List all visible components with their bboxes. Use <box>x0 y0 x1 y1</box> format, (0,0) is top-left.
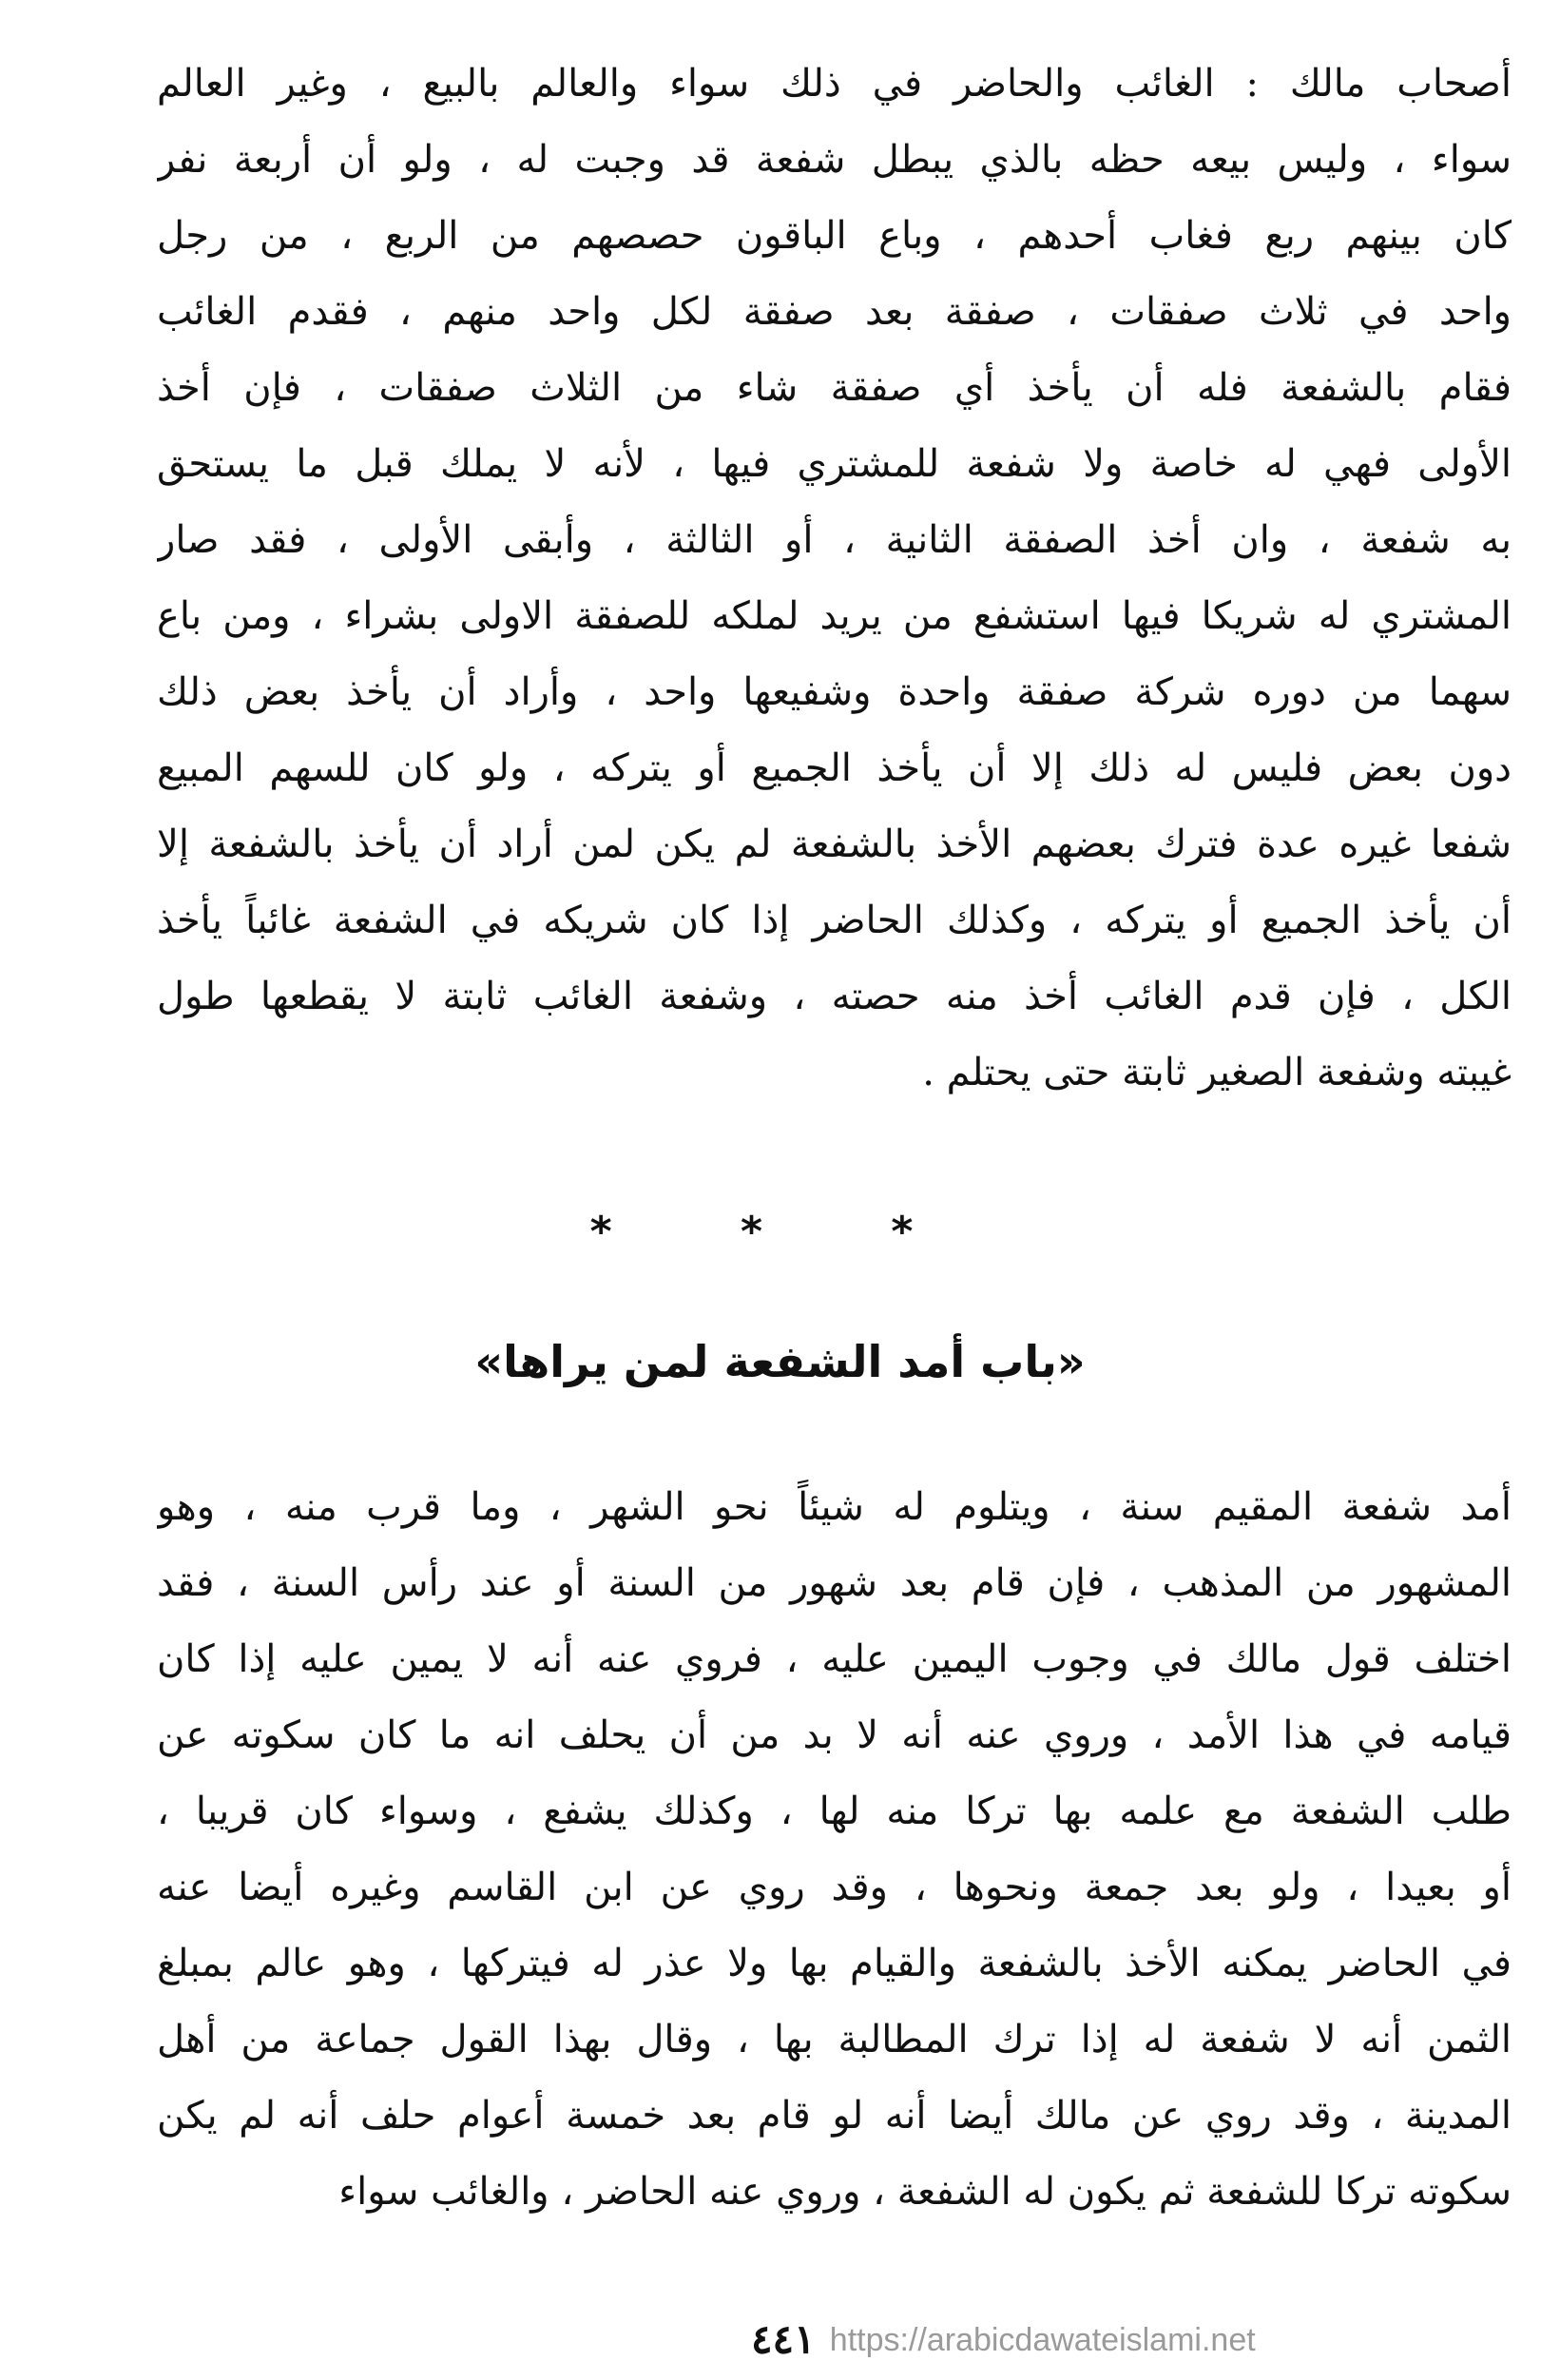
text-line: في الحاضر يمكنه الأخذ بالشفعة والقيام بها ولا عذر له فيتركها ، وهو عالم بمبلغ <box>157 1942 1512 1985</box>
section-heading: «باب أمد الشفعة لمن يراها» <box>474 1336 1086 1387</box>
text-line: أصحاب مالك : الغائب والحاضر في ذلك سواء والعالم بالبيع ، وغير العالم <box>157 62 1512 106</box>
text-line: غيبته وشفعة الصغير ثابتة حتى يحتلم . <box>922 1051 1512 1094</box>
text-line: أمد شفعة المقيم سنة ، ويتلوم له شيئاً نحو الشهر ، وما قرب منه ، وهو <box>157 1485 1512 1529</box>
text-line: المدينة ، وقد روي عن مالك أيضا أنه لو قام بعد خمسة أعوام حلف أنه لم يكن <box>157 2094 1512 2138</box>
text-line: المشهور من المذهب ، فإن قام بعد شهور من السنة أو عند رأس السنة ، فقد <box>157 1561 1512 1605</box>
page-footer <box>751 2315 1256 2363</box>
text-line: قيامه في هذا الأمد ، وروي عنه أنه لا بد من أن يحلف انه ما كان سكوته عن <box>157 1713 1512 1757</box>
text-line: طلب الشفعة مع علمه بها تركا منه لها ، وكذلك يشفع ، وسواء كان قريبا ، <box>157 1790 1512 1833</box>
text-line: شفعا غيره عدة فترك بعضهم الأخذ بالشفعة لم يكن لمن أراد أن يأخذ بالشفعة إلا <box>157 822 1512 866</box>
text-line: به شفعة ، وان أخذ الصفقة الثانية ، أو الثالثة ، وأبقى الأولى ، فقد صار <box>157 518 1512 562</box>
text-line: دون بعض فليس له ذلك إلا أن يأخذ الجميع أو يتركه ، ولو كان للسهم المبيع <box>157 746 1512 790</box>
text-line: المشتري له شريكا فيها استشفع من يريد لملكه للصفقة الاولى بشراء ، ومن باع <box>157 594 1512 638</box>
text-line: كان بينهم ربع فغاب أحدهم ، وباع الباقون حصصهم من الربع ، من رجل <box>157 214 1512 258</box>
text-line: سهما من دوره شركة صفقة واحدة وشفيعها واحد ، وأراد أن يأخذ بعض ذلك <box>157 670 1512 714</box>
text-line: الأولى فهي له خاصة ولا شفعة للمشتري فيها ، لأنه لا يملك قبل ما يستحق <box>157 442 1512 486</box>
text-line: الثمن أنه لا شفعة له إذا ترك المطالبة بها ، وقال بهذا القول جماعة من أهل <box>157 2018 1512 2061</box>
text-line: واحد في ثلاث صفقات ، صفقة بعد صفقة لكل واحد منهم ، فقدم الغائب <box>157 290 1512 334</box>
watermark-url: https://arabicdawateislami.net <box>829 2321 1256 2358</box>
text-line: أن يأخذ الجميع أو يتركه ، وكذلك الحاضر إذا كان شريكه في الشفعة غائباً يأخذ <box>157 899 1512 942</box>
paragraph-2 <box>157 1469 1512 2230</box>
text-line: اختلف قول مالك في وجوب اليمين عليه ، فروي عنه أنه لا يمين عليه إذا كان <box>157 1637 1512 1681</box>
text-line: الكل ، فإن قدم الغائب أخذ منه حصته ، وشفعة الغائب ثابتة لا يقطعها طول <box>157 975 1512 1018</box>
page-number: ٤٤١ <box>751 2315 816 2363</box>
paragraph-1 <box>157 46 1512 1111</box>
text-line: أو بعيدا ، ولو بعد جمعة ونحوها ، وقد روي عن ابن القاسم وغيره أيضا عنه <box>157 1866 1512 1909</box>
text-line: فقام بالشفعة فله أن يأخذ أي صفقة شاء من الثلاث صفقات ، فإن أخذ <box>157 366 1512 410</box>
text-line: سكوته تركا للشفعة ثم يكون له الشفعة ، وروي عنه الحاضر ، والغائب سواء <box>338 2170 1512 2214</box>
text-line: سواء ، وليس بيعه حظه بالذي يبطل شفعة قد وجبت له ، ولو أن أربعة نفر <box>157 138 1512 182</box>
section-separator: * * * <box>589 1208 971 1256</box>
